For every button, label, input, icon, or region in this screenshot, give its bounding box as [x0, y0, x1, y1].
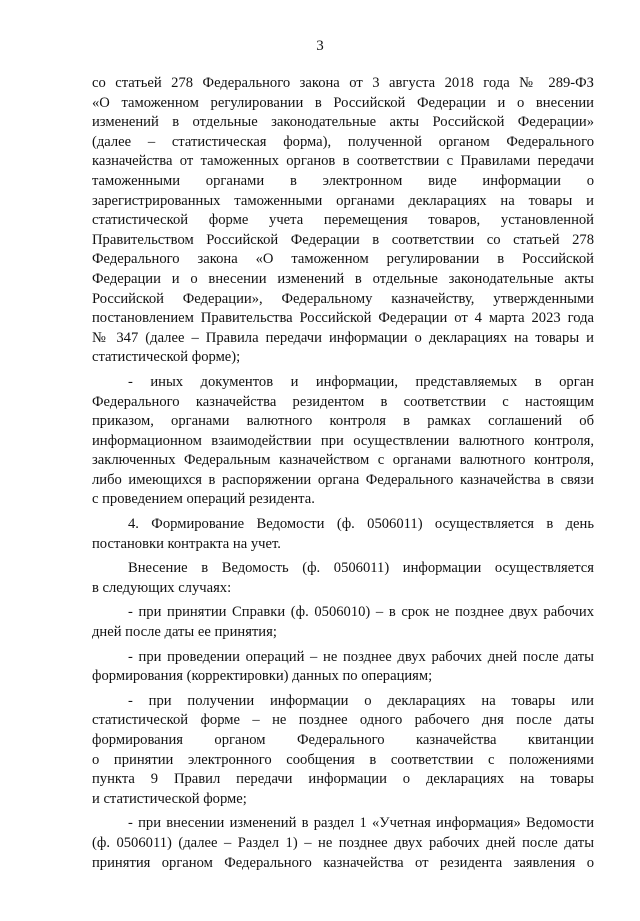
text-line: принятия органом Федерального казначейства от резидента заявления о — [92, 854, 594, 871]
text-line: формирования органом Федерального казначейства квитанции — [92, 732, 594, 748]
text-line: Российской Федерации», Федеральному казначейству, утвержденными — [92, 290, 594, 307]
text-line: (ф. 0506011) (далее – Раздел 1) – не позднее двух рабочих дней после даты — [92, 834, 594, 851]
text-line: либо имеющихся в распоряжении органа Федерального казначейства в связи — [92, 471, 594, 488]
text-line: Федерального закона «О таможенном регулировании в Российской — [92, 251, 594, 268]
text-line: постановлением Правительства Российской Федерации от 4 марта 2023 года — [92, 310, 594, 327]
text-line: пункта 9 Правил передачи информации о декларациях на товары — [92, 771, 594, 788]
text-line: Федерации и о внесении изменений в отдельные законодательные акты — [92, 270, 594, 287]
text-line: в следующих случаях: — [92, 579, 232, 596]
text-line: с проведением операций резидента. — [92, 491, 315, 508]
text-line: - при получении информации о декларациях на товары или — [128, 692, 594, 709]
text-line: «О таможенном регулировании в Российской Федерации и о внесении — [92, 94, 594, 111]
text-line: информационном взаимодействии при осуществлении валютного контроля, — [92, 432, 594, 449]
page-number: 3 — [316, 38, 324, 54]
text-line: приказом, органами валютного контроля в рамках соглашений об — [92, 413, 594, 430]
text-line: казначейства от таможенных органов в соответствии с Правилами передачи — [92, 153, 594, 170]
text-line: постановки контракта на учет. — [92, 535, 281, 552]
text-line: изменений в отдельные законодательные акты Российской Федерации» — [92, 114, 594, 131]
text-line: № 347 (далее – Правила передачи информации о декларациях на товары и — [92, 329, 594, 346]
text-line: 4. Формирование Ведомости (ф. 0506011) осуществляется в день — [128, 516, 594, 533]
text-line: - при внесении изменений в раздел 1 «Учетная информация» Ведомости — [128, 815, 594, 832]
text-line: - при принятии Справки (ф. 0506010) – в срок не позднее двух рабочих — [128, 604, 594, 621]
document-body — [92, 74, 594, 873]
text-line: статистической форме учета перемещения товаров, установленной — [92, 212, 594, 229]
text-line: - при проведении операций – не позднее двух рабочих дней после даты — [128, 648, 594, 665]
text-line: - иных документов и информации, представляемых в орган — [128, 373, 594, 390]
text-line: Федерального казначейства резидентом в соответствии с настоящим — [92, 393, 594, 410]
text-line: и статистической форме; — [92, 790, 247, 807]
text-line: зарегистрированных таможенными органами декларациях на товары и — [92, 192, 594, 209]
text-line: формирования (корректировки) данных по операциям; — [92, 668, 433, 685]
text-line: заключенных Федеральным казначейством с органами валютного контроля, — [92, 452, 594, 469]
text-line: Правительством Российской Федерации в соответствии со статьей 278 — [92, 231, 594, 248]
text-line: Внесение в Ведомость (ф. 0506011) информации осуществляется — [128, 560, 594, 577]
text-line: статистической форме); — [92, 349, 241, 366]
text-line: (далее – статистическая форма), полученной органом Федерального — [92, 133, 594, 150]
text-line: о принятии электронного сообщения в соответствии с положениями — [92, 751, 594, 768]
text-line: статистической форме – не позднее одного рабочего дня после даты — [92, 712, 594, 729]
text-line: дней после даты ее принятия; — [92, 624, 277, 641]
text-line: таможенными органами в электронном виде информации о — [92, 172, 594, 189]
text-line: со статьей 278 Федерального закона от 3 августа 2018 года № 289-ФЗ — [92, 75, 594, 91]
